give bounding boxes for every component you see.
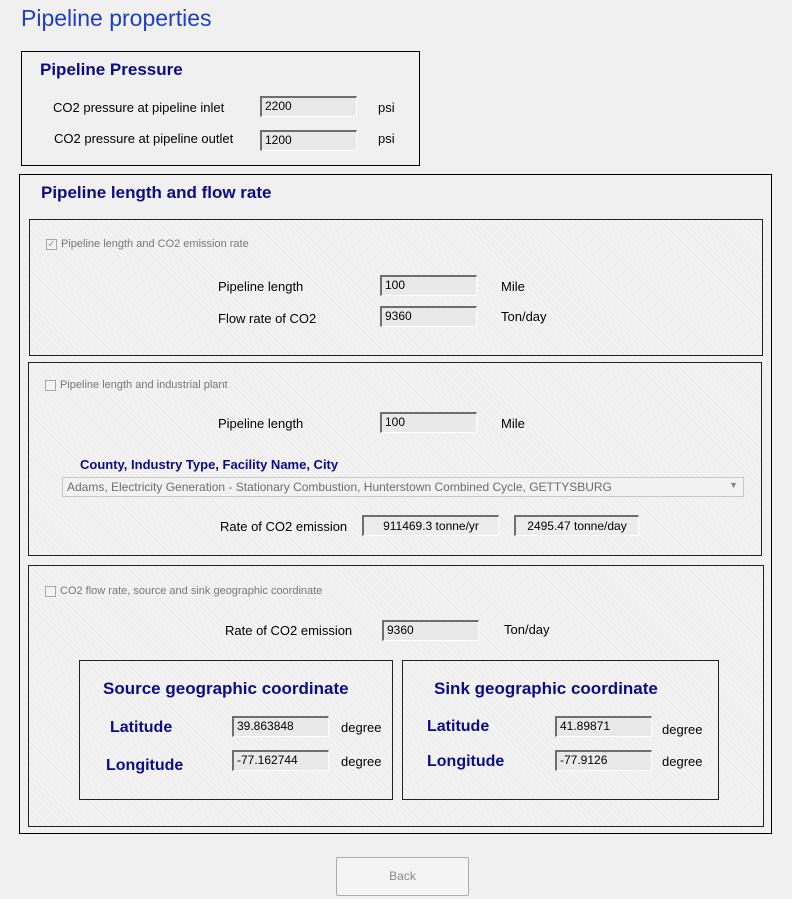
option1-panel bbox=[29, 219, 763, 356]
option3-panel bbox=[28, 565, 764, 827]
inlet-pressure-unit: psi bbox=[378, 100, 395, 115]
sink-lat-label: Latitude bbox=[427, 718, 490, 735]
option2-length-label: Pipeline length bbox=[218, 416, 304, 431]
source-lat-input[interactable]: 39.863848 bbox=[232, 716, 329, 737]
source-coordinate-group bbox=[79, 660, 393, 800]
sink-lat-unit: degree bbox=[662, 722, 703, 737]
source-lat-label: Latitude bbox=[110, 719, 173, 736]
inlet-pressure-input[interactable]: 2200 bbox=[260, 96, 357, 117]
length-flow-title: Pipeline length and flow rate bbox=[41, 183, 272, 202]
emission-yr-output: 911469.3 tonne/yr bbox=[362, 515, 499, 536]
inlet-pressure-label: CO2 pressure at pipeline inlet bbox=[53, 100, 225, 115]
emission-day-output: 2495.47 tonne/day bbox=[514, 515, 639, 536]
option1-flow-input[interactable]: 9360 bbox=[380, 306, 477, 327]
source-lon-input[interactable]: -77.162744 bbox=[232, 750, 329, 771]
option2-length-input[interactable]: 100 bbox=[380, 412, 477, 433]
sink-title: Sink geographic coordinate bbox=[434, 679, 658, 698]
option1-length-input[interactable]: 100 bbox=[380, 275, 477, 296]
option3-checkbox-label: CO2 flow rate, source and sink geographic coordinate bbox=[60, 585, 323, 597]
option3-emission-unit: Ton/day bbox=[504, 622, 550, 637]
sink-lat-input[interactable]: 41.89871 bbox=[555, 716, 652, 737]
pipeline-pressure-title: Pipeline Pressure bbox=[40, 60, 183, 79]
sink-lon-label: Longitude bbox=[427, 753, 505, 770]
chevron-down-icon: ▼ bbox=[729, 480, 738, 490]
option1-checkbox-label: Pipeline length and CO2 emission rate bbox=[61, 238, 249, 250]
plant-dropdown-value: Adams, Electricity Generation - Stationary Combustion, Hunterstown Combined Cycle, GETTYSBURG bbox=[67, 480, 612, 494]
option3-checkbox[interactable] bbox=[45, 585, 322, 597]
option1-checkbox[interactable] bbox=[46, 238, 249, 250]
plant-header: County, Industry Type, Facility Name, City bbox=[80, 457, 339, 472]
option1-flow-unit: Ton/day bbox=[501, 309, 547, 324]
page-title: Pipeline properties bbox=[21, 5, 212, 31]
option1-flow-label: Flow rate of CO2 bbox=[218, 311, 317, 326]
source-lon-unit: degree bbox=[341, 754, 382, 769]
back-button[interactable]: Back bbox=[336, 857, 469, 896]
source-lon-label: Longitude bbox=[106, 757, 184, 774]
outlet-pressure-unit: psi bbox=[378, 131, 395, 146]
option2-checkbox-label: Pipeline length and industrial plant bbox=[60, 379, 228, 391]
option3-emission-label: Rate of CO2 emission bbox=[225, 623, 353, 638]
option1-length-unit: Mile bbox=[501, 279, 525, 294]
outlet-pressure-input[interactable]: 1200 bbox=[260, 130, 357, 151]
plant-dropdown[interactable] bbox=[62, 477, 744, 497]
pipeline-pressure-group bbox=[21, 51, 420, 166]
outlet-pressure-label: CO2 pressure at pipeline outlet bbox=[54, 131, 234, 146]
check-icon: ✓ bbox=[47, 238, 56, 250]
option2-length-unit: Mile bbox=[501, 416, 525, 431]
option2-emission-label: Rate of CO2 emission bbox=[220, 519, 348, 534]
length-flow-group bbox=[19, 174, 772, 834]
option2-panel bbox=[28, 362, 762, 556]
source-lat-unit: degree bbox=[341, 720, 382, 735]
sink-lon-input[interactable]: -77.9126 bbox=[555, 750, 652, 771]
source-title: Source geographic coordinate bbox=[103, 679, 349, 698]
option2-checkbox[interactable] bbox=[45, 379, 228, 391]
option1-length-label: Pipeline length bbox=[218, 279, 304, 294]
sink-coordinate-group bbox=[402, 660, 719, 800]
sink-lon-unit: degree bbox=[662, 754, 703, 769]
option3-emission-input[interactable]: 9360 bbox=[382, 620, 479, 641]
